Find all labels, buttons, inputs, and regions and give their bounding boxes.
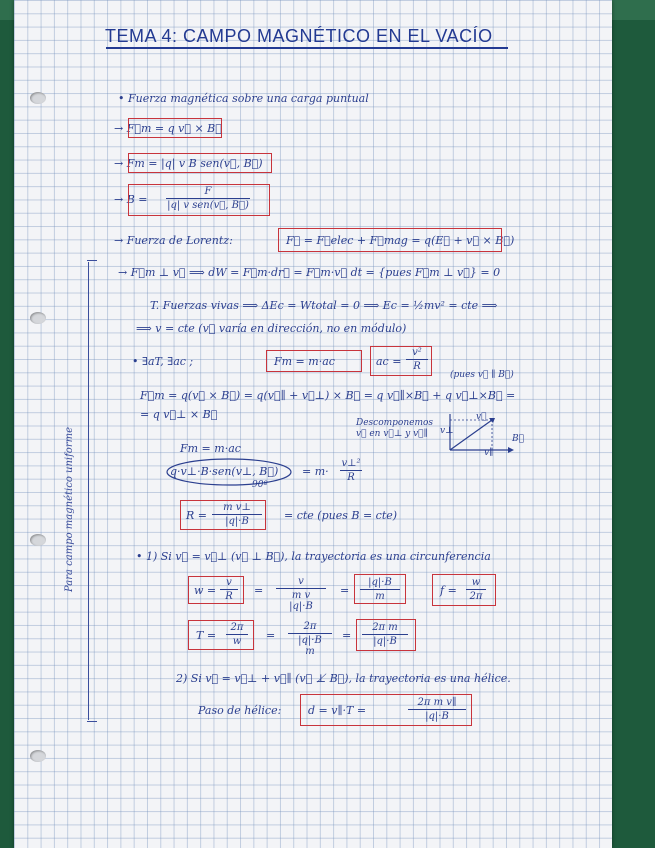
energy-theorem: T. Fuerzas vivas ⟹ ΔEc = Wtotal = 0 ⟹ Ec = ½mv² = cte ⟹: [150, 299, 498, 312]
fraction-denominator: m: [375, 591, 385, 602]
force-decomposition: F⃗m = q(v⃗ × B⃗) = q(v⃗∥ + v⃗⊥) × B⃗ = q v⃗∥×B⃗ + q v⃗⊥×B⃗ =: [140, 389, 516, 402]
lorentz-label: → Fuerza de Lorentz:: [114, 234, 233, 247]
fraction-numerator: v: [298, 576, 304, 587]
frequency-lhs: f =: [440, 584, 457, 597]
fraction-numerator: v²: [412, 347, 422, 358]
fraction-numerator: F: [204, 186, 212, 197]
fraction-numerator: v: [226, 577, 232, 588]
ac-lhs: ac =: [376, 355, 402, 368]
fraction-numerator: 2π m v∥: [417, 697, 457, 708]
parallel-note: (pues v⃗ ∥ B⃗): [450, 370, 514, 380]
highlight-box: [128, 118, 222, 138]
fraction-numerator: 2π: [230, 622, 244, 633]
radius-lhs: R =: [186, 509, 207, 522]
fraction-numerator: 2π: [303, 621, 317, 632]
highlight-box: [370, 346, 432, 376]
case-one: • 1) Si v⃗ = v⃗⊥ (v⃗ ⊥ B⃗), la trayectoria es una circunferencia: [136, 550, 491, 563]
equals: =: [342, 629, 352, 642]
fraction-denominator: m v: [291, 590, 311, 601]
highlight-box: [300, 694, 472, 726]
highlight-box: [278, 228, 502, 252]
highlight-box: [188, 620, 254, 650]
omega-fraction-2: [276, 576, 326, 612]
fraction-denominator: |q| v sen(v⃗, B⃗): [167, 200, 249, 211]
fraction-denominator: w: [232, 636, 242, 647]
fraction-denominator: |q|·B: [298, 635, 322, 646]
diagram-label-v: v⃗: [476, 412, 487, 422]
punch-hole: [30, 92, 46, 104]
fraction-numerator: v⊥²: [341, 458, 361, 469]
highlight-box: [128, 153, 272, 173]
fraction-numerator: |q|·B: [368, 577, 392, 588]
radius-note: = cte (pues B = cte): [284, 509, 398, 522]
newton-centripetal: Fm = m·ac: [180, 442, 241, 455]
lorentz-formula: F⃗ = F⃗elec + F⃗mag = q(E⃗ + v⃗ × B⃗): [286, 234, 515, 247]
diagram-label-b: B⃗: [512, 434, 525, 444]
helix-pitch-formula: d = v∥·T =: [308, 704, 367, 717]
mass-times: = m·: [302, 465, 329, 478]
diagram-label-vpar: v∥: [484, 448, 494, 458]
punch-hole: [30, 534, 46, 546]
helix-pitch-label: Paso de hélice:: [198, 704, 282, 717]
highlight-box: [432, 574, 496, 606]
formula-b-lhs: → B =: [114, 193, 148, 206]
side-note: Para campo magnético uniforme: [64, 426, 75, 592]
highlight-box: [356, 619, 416, 651]
section-brace: [88, 262, 99, 720]
highlight-box: [354, 574, 406, 604]
case-two: 2) Si v⃗ = v⃗⊥ + v⃗∥ (v⃗ ⊥̸ B⃗), la trayectoria es una hélice.: [176, 672, 511, 685]
fraction-denominator: |q|·B: [373, 636, 397, 647]
circled-expression: [164, 456, 294, 492]
highlight-box: [188, 576, 244, 604]
fraction-denominator: R: [225, 591, 233, 602]
speed-constant: ⟹ v = cte (v⃗ varía en dirección, no en módulo): [136, 322, 407, 335]
period-fraction-2: [288, 621, 332, 657]
fraction-denominator-sub: m: [305, 646, 315, 657]
force-result: = q v⃗⊥ × B⃗: [140, 408, 218, 421]
accelerations-exist: • ∃aT, ∃ac ;: [132, 355, 194, 368]
topic-heading: • Fuerza magnética sobre una carga puntual: [118, 92, 369, 105]
highlight-box: [128, 184, 270, 216]
equals: =: [340, 584, 350, 597]
fraction-numerator: m v⊥: [223, 502, 251, 513]
fraction-denominator: R: [347, 472, 355, 483]
magnetic-force-expanded: q·v⊥·B·sen(v⊥, B⃗): [170, 465, 279, 478]
work-derivation: → F⃗m ⊥ v⃗ ⟹ dW = F⃗m·dr⃗ = F⃗m·v⃗ dt = {pues F⃗m ⊥ v⃗} = 0: [118, 266, 501, 279]
punch-hole: [30, 750, 46, 762]
angle-ninety: 90º: [252, 480, 268, 490]
highlight-box: [180, 500, 266, 530]
fraction-denominator: |q|·B: [225, 516, 249, 527]
diagram-label-vperp: v⊥: [440, 426, 454, 436]
fraction-denominator-sub: |q|·B: [289, 601, 313, 612]
formula-force: → F⃗m = q v⃗ × B⃗: [114, 122, 222, 135]
fraction-denominator: R: [413, 361, 421, 372]
equals: =: [254, 584, 264, 597]
punch-hole: [30, 312, 46, 324]
decomposition-note: Descomponemos v⃗ en v⃗⊥ y v⃗∥: [356, 418, 434, 439]
centripetal-force: Fm = m·ac: [274, 355, 335, 368]
fraction-denominator: 2π: [469, 591, 483, 602]
fraction-numerator: w: [471, 577, 481, 588]
title-underline: [106, 47, 508, 49]
fraction-denominator: |q|·B: [425, 711, 449, 722]
vperp-fraction: [340, 458, 362, 483]
highlight-box: [266, 350, 362, 372]
omega-lhs: w =: [194, 584, 217, 597]
page-title: TEMA 4: CAMPO MAGNÉTICO EN EL VACÍO: [105, 26, 493, 46]
fraction-numerator: 2π m: [372, 622, 398, 633]
equals: =: [266, 629, 276, 642]
formula-force-magnitude: → Fm = |q| v B sen(v⃗, B⃗): [114, 157, 263, 170]
period-lhs: T =: [196, 629, 217, 642]
